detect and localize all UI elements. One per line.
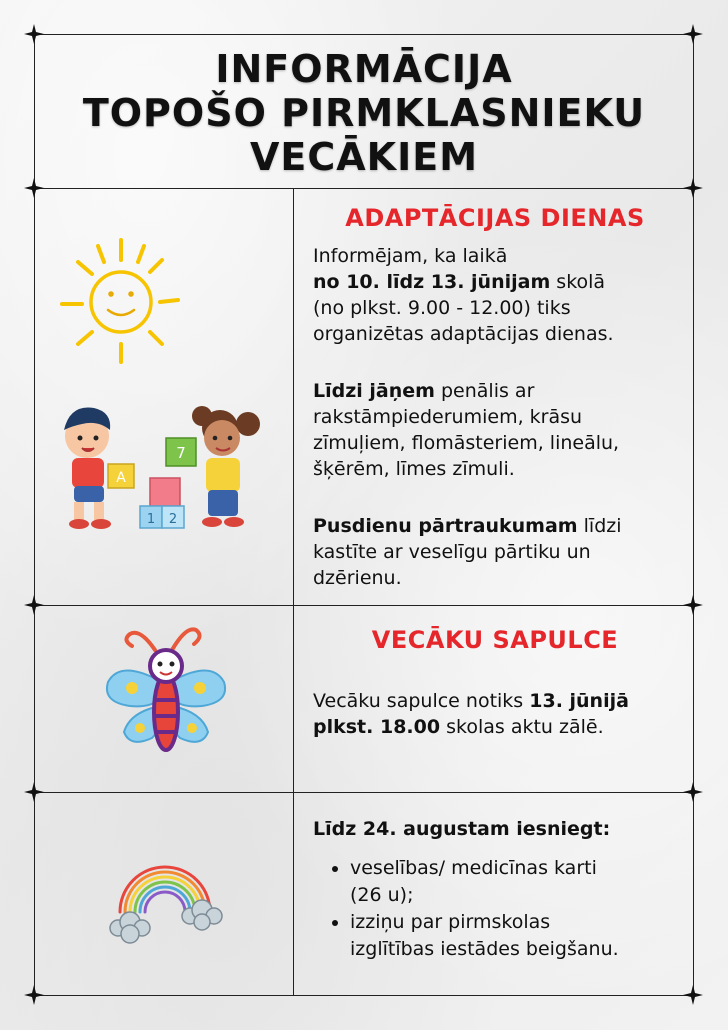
rainbow-illustration: [108, 840, 223, 945]
lunch-bold: Pusdienu pārtraukumam: [313, 515, 578, 537]
list-item: [350, 855, 693, 909]
text-line: šķērēm, līmes zīmuli.: [313, 458, 515, 480]
text-line: Informējam, ka laikā: [313, 245, 508, 267]
text-line: (26 u);: [350, 884, 414, 906]
text-line: izglītības iestādes beigšanu.: [350, 938, 619, 960]
frame-line-bottom: [34, 995, 694, 996]
text-span: penālis ar: [434, 380, 535, 402]
sparkle-icon: [683, 595, 703, 615]
meeting-heading: VECĀKU SAPULCE: [371, 626, 619, 654]
svg-text:7: 7: [176, 444, 186, 462]
text-line: [313, 513, 683, 539]
butterfly-illustration: [100, 620, 235, 760]
svg-text:2: 2: [168, 512, 178, 527]
text-line: [313, 714, 688, 740]
date-range-bold: no 10. līdz 13. jūnijam: [313, 271, 551, 293]
adaptation-heading: ADAPTĀCIJAS DIENAS: [345, 204, 645, 232]
text-line: [313, 688, 688, 714]
text-span: līdzi: [577, 515, 622, 537]
frame-line-row2-bottom: [34, 792, 694, 793]
meeting-paragraph: [313, 688, 688, 740]
sparkle-icon: [683, 985, 703, 1005]
bring-bold: Līdzi jāņem: [313, 380, 435, 402]
frame-line-top: [34, 34, 694, 35]
adaptation-paragraph-2: [313, 378, 683, 482]
list-item: [350, 909, 693, 963]
title-line-1: INFORMĀCIJA: [215, 46, 513, 91]
sparkle-icon: [24, 595, 44, 615]
children-with-blocks-illustration: [52, 398, 272, 538]
submit-heading: Līdz 24. augustam iesniegt:: [313, 818, 611, 840]
text-span: Vecāku sapulce notiks: [313, 690, 530, 712]
adaptation-paragraph-3: [313, 513, 683, 591]
frame-line-middle: [293, 188, 294, 995]
sparkle-icon: [24, 985, 44, 1005]
frame-line-row1-bottom: [34, 605, 694, 606]
text-line: • izziņu par pirmskolas: [350, 911, 551, 933]
meeting-time-bold: plkst. 18.00: [313, 716, 441, 738]
frame-line-title-bottom: [34, 188, 694, 189]
text-line: • veselības/ medicīnas karti: [350, 857, 597, 879]
text-line: (no plkst. 9.00 - 12.00) tiks: [313, 297, 571, 319]
text-line: rakstāmpiederumiem, krāsu: [313, 406, 583, 428]
meeting-date-bold: 13. jūnijā: [529, 690, 629, 712]
sparkle-icon: [683, 782, 703, 802]
adaptation-paragraph-1: [313, 243, 683, 347]
text-line: organizētas adaptācijas dienas.: [313, 323, 614, 345]
text-span: skolā: [550, 271, 606, 293]
text-line: [313, 378, 683, 404]
page-title: [40, 40, 688, 185]
submit-list: [313, 855, 693, 963]
text-line: [313, 269, 683, 295]
title-line-3: VECĀKIEM: [249, 134, 479, 179]
text-line: zīmuļiem, flomāsteriem, lineālu,: [313, 432, 620, 454]
submit-items: [313, 855, 693, 963]
sparkle-icon: [24, 782, 44, 802]
svg-text:A: A: [116, 470, 126, 486]
svg-text:1: 1: [146, 512, 156, 527]
text-line: dzērienu.: [313, 567, 402, 589]
title-line-2: TOPOŠO PIRMKLASNIEKU: [82, 90, 646, 135]
text-span: skolas aktu zālē.: [440, 716, 604, 738]
text-line: kastīte ar veselīgu pārtiku un: [313, 541, 591, 563]
sun-illustration: [58, 232, 183, 367]
